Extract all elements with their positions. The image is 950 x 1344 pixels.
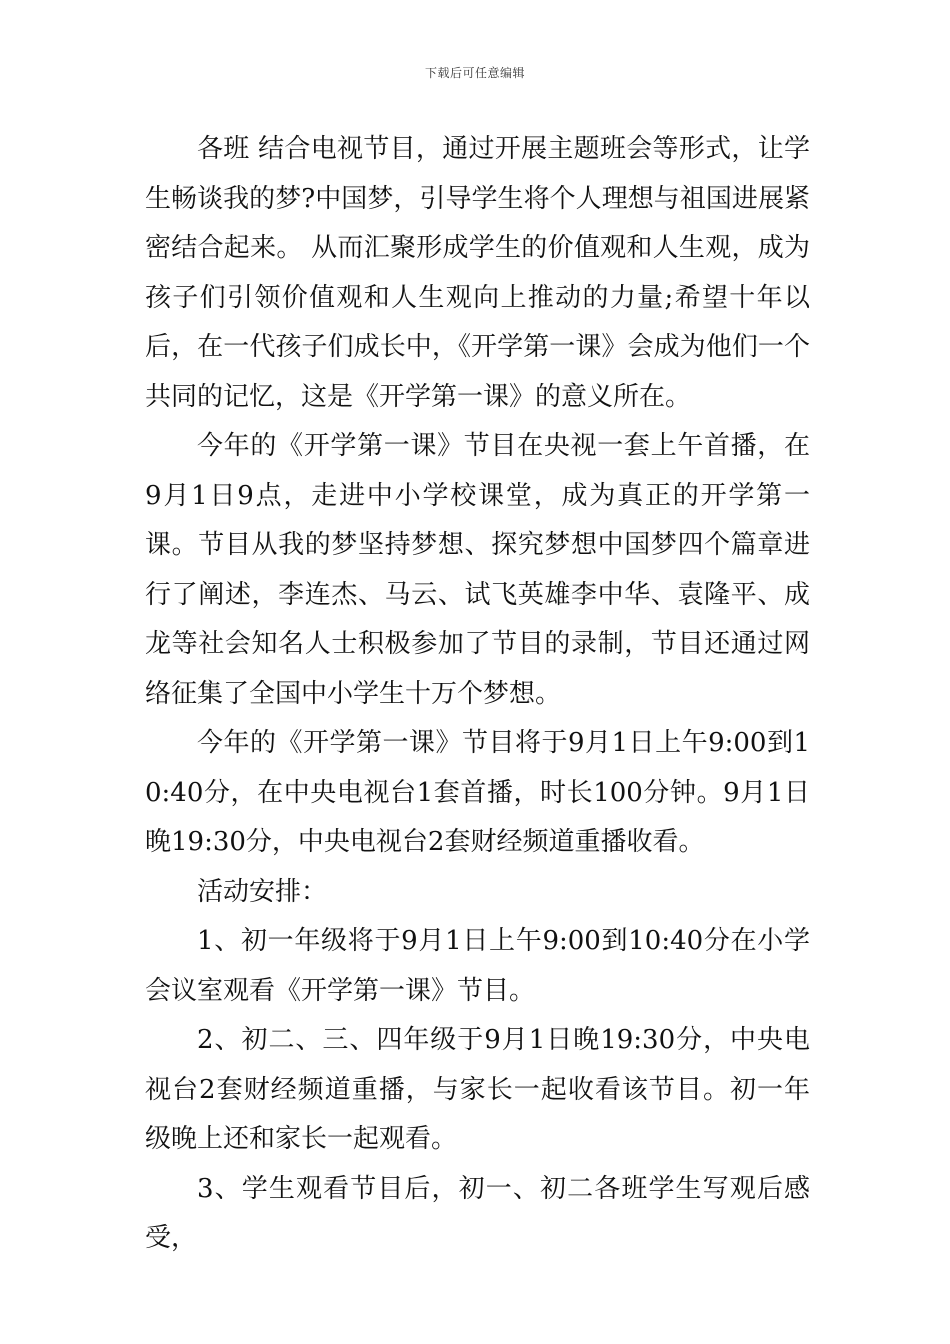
paragraph-activity-heading: 活动安排： — [197, 876, 328, 907]
page-header: 下载后可任意编辑 — [424, 66, 525, 80]
paragraph-activity-item-1: 1、初一年级将于9月1日上午9:00到10:40分在小学会议室观看《开学第一课》节目。 — [145, 926, 810, 1006]
paragraph-activity-item-2: 2、初二、三、四年级于9月1日晚19:30分，中央电视台2套财经频道重播，与家长一起收看该节目。初一年级晚上还和家长一起观看。 — [145, 1025, 810, 1154]
paragraph-class-activity: 各班 结合电视节目，通过开展主题班会等形式，让学生畅谈我的梦?中国梦，引导学生将个人理想与祖国进展紧密结合起来。 从而汇聚形成学生的价值观和人生观，成为孩子们引领价值观和人生观向上推动的力量;希望十年以后，在一代孩子们成长中，《开学第一课》会成为他们一个共同的记忆，这是《开学第一课》的意义所在。 — [145, 134, 810, 412]
paragraph-program-intro: 今年的《开学第一课》节目在央视一套上午首播，在9月1日9点，走进中小学校课堂，成为真正的开学第一课。节目从我的梦坚持梦想、探究梦想中国梦四个篇章进行了阐述，李连杰、马云、试飞英雄李中华、袁隆平、成龙等社会知名人士积极参加了节目的录制，节目还通过网络征集了全国中小学生十万个梦想。 — [145, 431, 810, 709]
document-body — [145, 125, 810, 1264]
paragraph-activity-item-3: 3、学生观看节目后，初一、初二各班学生写观后感受， — [145, 1173, 810, 1253]
paragraph-broadcast-time: 今年的《开学第一课》节目将于9月1日上午9:00到10:40分，在中央电视台1套首播，时长100分钟。9月1日晚19:30分，中央电视台2套财经频道重播收看。 — [145, 728, 810, 857]
